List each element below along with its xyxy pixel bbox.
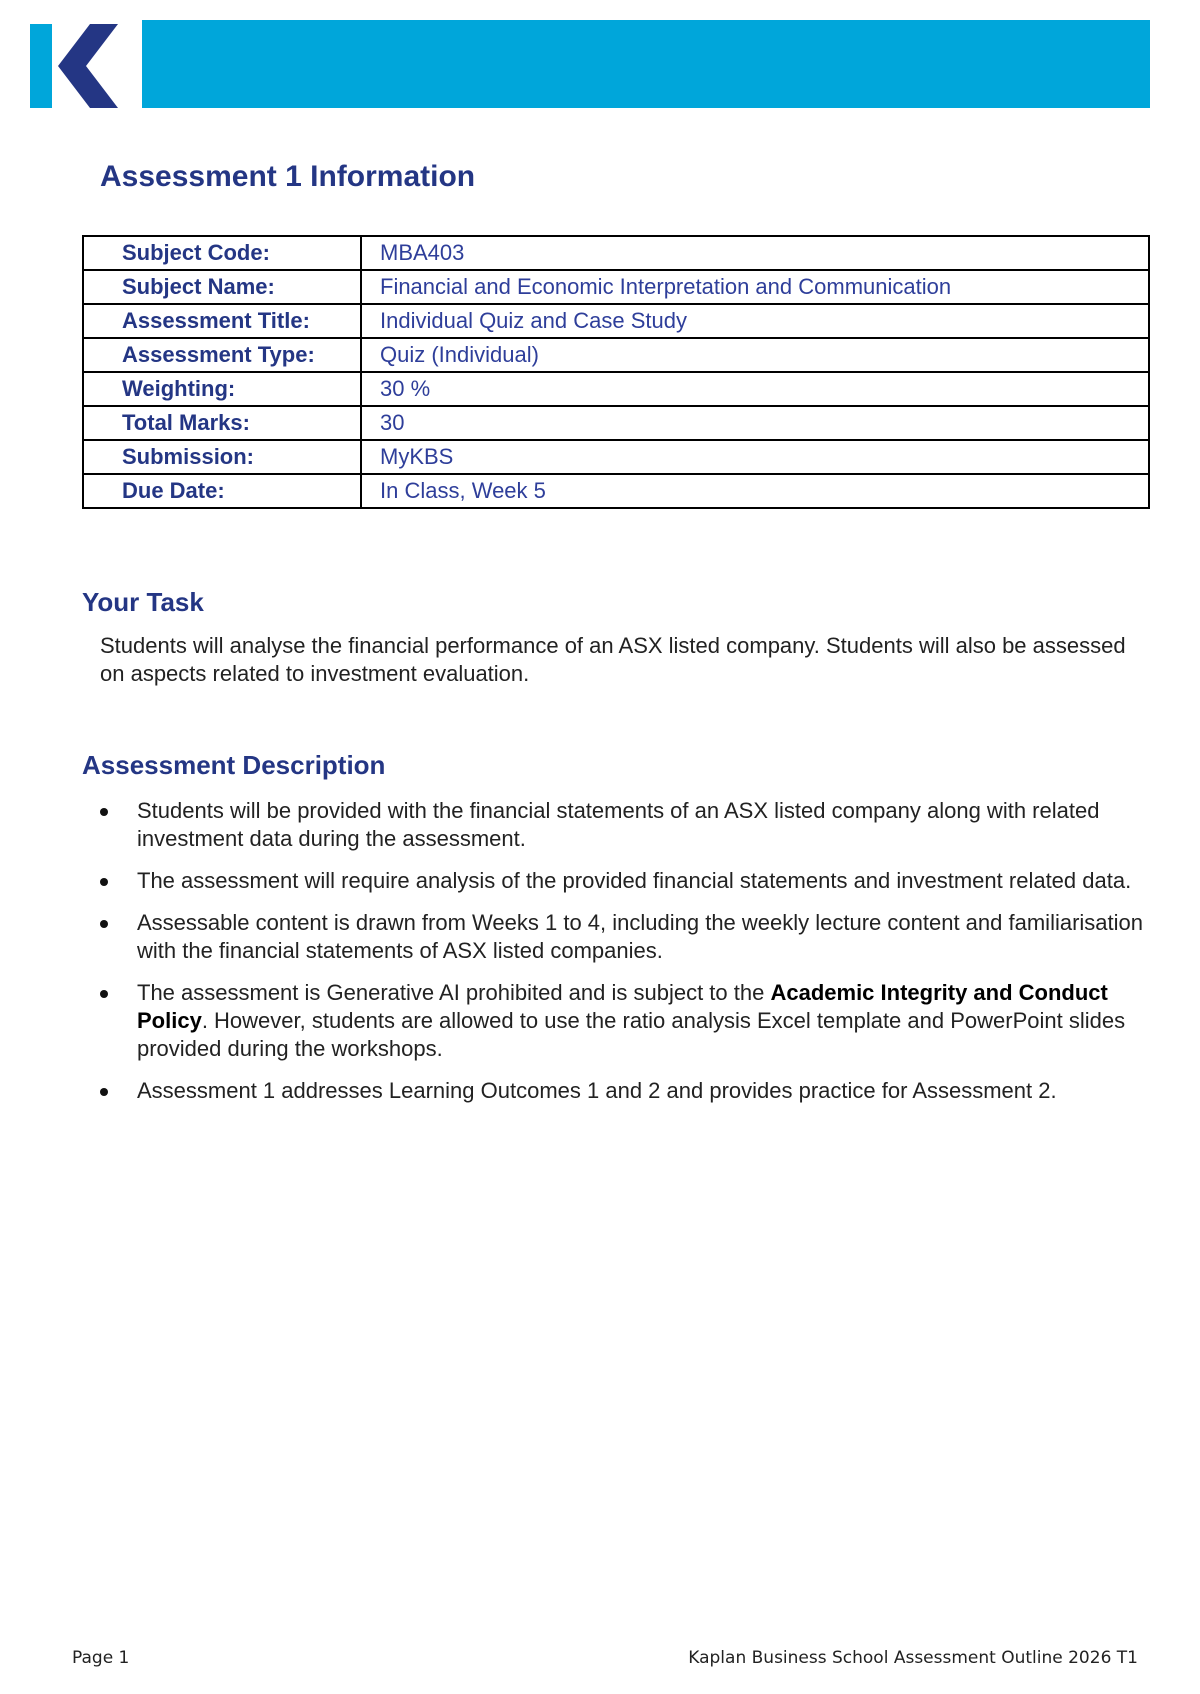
table-row [83,304,1149,338]
academic-integrity-policy-reference: Academic Integrity and Conduct Policy [137,980,1108,1033]
bullet-icon [100,990,108,998]
submission-label: Submission: [83,440,361,474]
your-task-body: Students will analyse the financial performance of an ASX listed company. Students will also be assessed on aspects related to investment evaluation. [100,633,1126,686]
assessment-title-label: Assessment Title: [83,304,361,338]
assessment-description-list [100,797,1150,1119]
list-item [100,979,1150,1063]
header-banner [142,20,1150,108]
list-item-text-after: . However, students are allowed to use the ratio analysis Excel template and PowerPoint slides provided during the workshops. [137,1008,1126,1061]
subject-name-label: Subject Name: [83,270,361,304]
bullet-icon [100,1088,108,1096]
total-marks-label: Total Marks: [83,406,361,440]
assessment-title-value: Individual Quiz and Case Study [361,304,1149,338]
list-item [100,1077,1150,1105]
assessment-type-label: Assessment Type: [83,338,361,372]
table-row [83,474,1149,508]
footer-document-label: Kaplan Business School Assessment Outline 2026 T1 [688,1648,1138,1668]
submission-value: MyKBS [361,440,1149,474]
page-header [0,0,1200,130]
list-item [100,867,1150,895]
table-row [83,372,1149,406]
list-item-text: The assessment will require analysis of the provided financial statements and investment related data. [137,868,1132,893]
subject-code-value: MBA403 [361,236,1149,270]
list-item-text-before: The assessment is Generative AI prohibited and is subject to the [137,980,771,1005]
list-item [100,797,1150,853]
list-item [100,909,1150,965]
total-marks-value: 30 [361,406,1149,440]
due-date-label: Due Date: [83,474,361,508]
bullet-icon [100,808,108,816]
your-task-heading: Your Task [82,587,204,617]
kaplan-k-logo-icon [30,24,125,108]
bullet-icon [100,878,108,886]
footer-page-number: Page 1 [72,1648,130,1668]
page-title: Assessment 1 Information [100,160,476,193]
bullet-icon [100,920,108,928]
assessment-type-value: Quiz (Individual) [361,338,1149,372]
table-row [83,338,1149,372]
subject-name-value: Financial and Economic Interpretation and Communication [361,270,1149,304]
table-row [83,406,1149,440]
table-row [83,270,1149,304]
list-item-text: Students will be provided with the financial statements of an ASX listed company along with related investment data during the assessment. [137,798,1100,851]
assessment-description-heading: Assessment Description [82,750,386,780]
due-date-value: In Class, Week 5 [361,474,1149,508]
table-row [83,440,1149,474]
table-row [83,236,1149,270]
subject-code-label: Subject Code: [83,236,361,270]
weighting-label: Weighting: [83,372,361,406]
list-item-text: Assessment 1 addresses Learning Outcomes 1 and 2 and provides practice for Assessment 2. [137,1078,1057,1103]
weighting-value: 30 % [361,372,1149,406]
list-item-text: Assessable content is drawn from Weeks 1 to 4, including the weekly lecture content and familiarisation with the financial statements of ASX listed companies. [137,910,1143,963]
assessment-info-table [82,235,1150,509]
